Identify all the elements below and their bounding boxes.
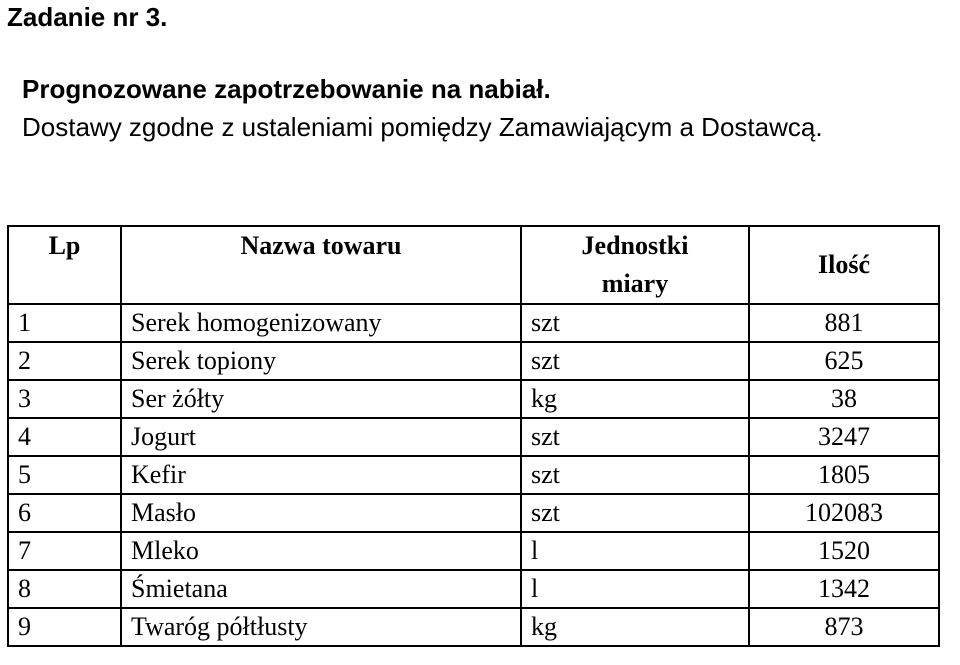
cell-lp: 9: [8, 608, 121, 646]
table-body: [8, 304, 939, 646]
table-row: [8, 418, 939, 456]
cell-lp: 5: [8, 456, 121, 494]
table-row: [8, 342, 939, 380]
header-unit: [521, 226, 749, 304]
table-row: [8, 304, 939, 342]
cell-lp: 1: [8, 304, 121, 342]
cell-lp: 8: [8, 570, 121, 608]
header-qty: Ilość: [749, 226, 939, 304]
cell-unit: kg: [521, 380, 749, 418]
cell-name: Kefir: [121, 456, 521, 494]
task-title: Zadanie nr 3.: [7, 2, 168, 32]
cell-unit: szt: [521, 342, 749, 380]
header-name: Nazwa towaru: [121, 226, 521, 304]
cell-unit: l: [521, 532, 749, 570]
table-row: [8, 456, 939, 494]
cell-qty: 102083: [749, 494, 939, 532]
cell-qty: 881: [749, 304, 939, 342]
cell-unit: l: [521, 570, 749, 608]
cell-unit: kg: [521, 608, 749, 646]
cell-name: Masło: [121, 494, 521, 532]
cell-unit: szt: [521, 418, 749, 456]
cell-qty: 1520: [749, 532, 939, 570]
cell-name: Mleko: [121, 532, 521, 570]
cell-name: Serek topiony: [121, 342, 521, 380]
goods-table: [7, 225, 940, 647]
cell-qty: 1805: [749, 456, 939, 494]
cell-qty: 3247: [749, 418, 939, 456]
cell-unit: szt: [521, 456, 749, 494]
cell-qty: 38: [749, 380, 939, 418]
cell-qty: 1342: [749, 570, 939, 608]
header-lp: Lp: [8, 226, 121, 304]
document-heading: Prognozowane zapotrzebowanie na nabiał.: [22, 74, 551, 104]
cell-lp: 6: [8, 494, 121, 532]
cell-name: Ser żółty: [121, 380, 521, 418]
cell-unit: szt: [521, 304, 749, 342]
cell-qty: 625: [749, 342, 939, 380]
header-row: [8, 226, 939, 304]
table-row: [8, 608, 939, 646]
header-unit-line2: miary: [601, 269, 669, 298]
header-unit-line1: Jednostki: [581, 231, 689, 260]
cell-lp: 7: [8, 532, 121, 570]
table-row: [8, 570, 939, 608]
table-header: [8, 226, 939, 304]
cell-unit: szt: [521, 494, 749, 532]
table-row: [8, 532, 939, 570]
cell-lp: 4: [8, 418, 121, 456]
cell-name: Jogurt: [121, 418, 521, 456]
cell-lp: 3: [8, 380, 121, 418]
table-row: [8, 380, 939, 418]
table-row: [8, 494, 939, 532]
cell-name: Śmietana: [121, 570, 521, 608]
cell-name: Twaróg półtłusty: [121, 608, 521, 646]
document-subheading: Dostawy zgodne z ustaleniami pomiędzy Zamawiającym a Dostawcą.: [22, 112, 823, 142]
cell-qty: 873: [749, 608, 939, 646]
cell-name: Serek homogenizowany: [121, 304, 521, 342]
cell-lp: 2: [8, 342, 121, 380]
